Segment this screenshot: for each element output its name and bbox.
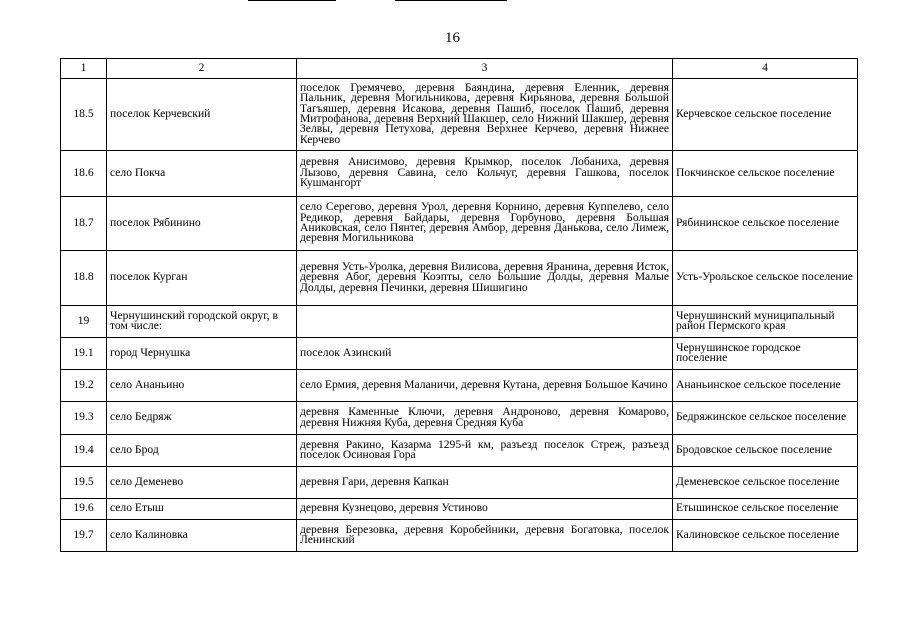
table-row [61, 435, 858, 467]
municipal-unit: Керчевское сельское поселение [673, 79, 858, 151]
center-name: город Чернушка [107, 338, 297, 370]
municipal-unit: Чернушинское городское поселение [673, 338, 858, 370]
center-name: село Ананьино [107, 370, 297, 402]
included-settlements: поселок Гремячево, деревня Баяндина, деревня Еленник, деревня Пальник, деревня Могильникова, деревня Кирьянова, деревня Большой Тагъяшер, деревня Исакова, деревня Пашиб, поселок Пашиб, деревня Митрофанова, деревня Верхний Шакшер, село Нижний Шакшер, деревня Зелвы, деревня Петухова, деревня Верхнее Керчево, деревня Нижнее Керчево [297, 79, 673, 151]
included-settlements: село Серегово, деревня Урол, деревня Корнино, деревня Куппелево, село Редикор, деревня Байдары, деревня Горбуново, деревня Большая Аниковская, село Пянтег, деревня Амбор, деревня Данькова, село Лимеж, деревня Могильникова [297, 197, 673, 251]
row-number: 19.7 [61, 520, 107, 552]
row-number: 19.6 [61, 499, 107, 520]
center-name: поселок Курган [107, 251, 297, 306]
included-settlements [297, 306, 673, 338]
column-header: 3 [297, 59, 673, 79]
included-settlements: село Ермия, деревня Маланичи, деревня Кутана, деревня Большое Качино [297, 370, 673, 402]
table-row [61, 251, 858, 306]
column-header: 1 [61, 59, 107, 79]
included-settlements: деревня Ракино, Казарма 1295-й км, разъезд поселок Стреж, разъезд поселок Осиновая Гора [297, 435, 673, 467]
table-row [61, 520, 858, 552]
row-number: 19.3 [61, 402, 107, 435]
table-row [61, 402, 858, 435]
table-header-row [61, 59, 858, 79]
included-settlements: деревня Березовка, деревня Коробейники, деревня Богатовка, поселок Ленинский [297, 520, 673, 552]
row-number: 18.5 [61, 79, 107, 151]
row-number: 18.8 [61, 251, 107, 306]
included-settlements: деревня Кузнецово, деревня Устиново [297, 499, 673, 520]
municipal-unit: Покчинское сельское поселение [673, 151, 858, 197]
row-number: 19 [61, 306, 107, 338]
page-number: 16 [445, 30, 460, 46]
top-rule-left [248, 0, 336, 1]
row-number: 18.7 [61, 197, 107, 251]
table-row [61, 467, 858, 499]
row-number: 19.2 [61, 370, 107, 402]
included-settlements: деревня Каменные Ключи, деревня Андроново, деревня Комарово, деревня Нижняя Куба, деревня Средняя Куба [297, 402, 673, 435]
table-row [61, 306, 858, 338]
table-row [61, 499, 858, 520]
row-number: 19.4 [61, 435, 107, 467]
row-number: 19.5 [61, 467, 107, 499]
table-row [61, 79, 858, 151]
center-name: село Брод [107, 435, 297, 467]
column-header: 4 [673, 59, 858, 79]
center-name: село Покча [107, 151, 297, 197]
center-name: село Бедряж [107, 402, 297, 435]
center-name: поселок Рябинино [107, 197, 297, 251]
municipal-unit: Деменевское сельское поселение [673, 467, 858, 499]
center-name: село Етыш [107, 499, 297, 520]
included-settlements: деревня Гари, деревня Капкан [297, 467, 673, 499]
municipal-unit: Бродовское сельское поселение [673, 435, 858, 467]
table-row [61, 338, 858, 370]
municipal-unit: Етышинское сельское поселение [673, 499, 858, 520]
municipal-unit: Калиновское сельское поселение [673, 520, 858, 552]
table-row [61, 197, 858, 251]
included-settlements: деревня Усть-Уролка, деревня Вилисова, деревня Яранина, деревня Исток, деревня Абог, деревня Коэпты, село Большие Долды, деревня Малые Долды, деревня Печинки, деревня Шишигино [297, 251, 673, 306]
row-number: 18.6 [61, 151, 107, 197]
table-row [61, 151, 858, 197]
municipal-unit: Бедряжинское сельское поселение [673, 402, 858, 435]
table-row [61, 370, 858, 402]
municipal-unit: Чернушинский муниципальный район Пермского края [673, 306, 858, 338]
settlements-table [60, 58, 858, 552]
center-name: село Деменево [107, 467, 297, 499]
row-number: 19.1 [61, 338, 107, 370]
column-header: 2 [107, 59, 297, 79]
included-settlements: деревня Анисимово, деревня Крымкор, поселок Лобаниха, деревня Лызово, деревня Савина, село Кольчуг, деревня Гашкова, поселок Кушмангорт [297, 151, 673, 197]
municipal-unit: Ананьинское сельское поселение [673, 370, 858, 402]
top-rule-right [395, 0, 507, 1]
included-settlements: поселок Азинский [297, 338, 673, 370]
center-name: поселок Керчевский [107, 79, 297, 151]
center-name: Чернушинский городской округ, в том числе: [107, 306, 297, 338]
municipal-unit: Усть-Урольское сельское поселение [673, 251, 858, 306]
center-name: село Калиновка [107, 520, 297, 552]
municipal-unit: Рябининское сельское поселение [673, 197, 858, 251]
